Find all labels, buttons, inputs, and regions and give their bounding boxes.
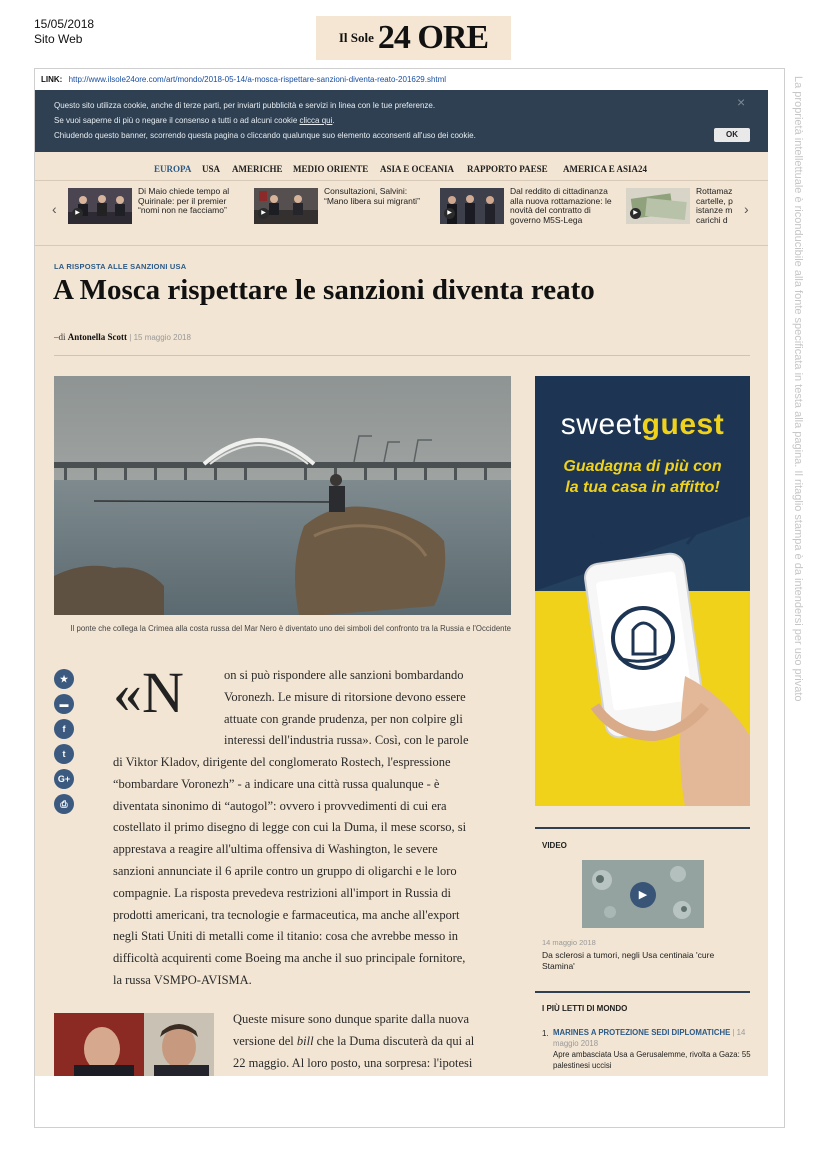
print-source: Sito Web	[34, 32, 83, 46]
text-line: attuate con grande prudenza, per non colpire gli	[224, 711, 463, 726]
nav-item-europa[interactable]: EUROPA	[154, 164, 192, 174]
most-read-date: | 14 maggio 2018	[553, 1028, 746, 1048]
cookie-line-3: Chiudendo questo banner, scorrendo questa pagina o cliccando qualunque suo elemento acconsenti all'uso dei cookie.	[54, 131, 476, 140]
video-title[interactable]: Da sclerosi a tumori, negli Usa centinaia 'cure Stamina'	[542, 950, 715, 971]
print-date: 15/05/2018	[34, 17, 95, 31]
text-line: apprestava a reagire all'ultima offensiva di Washington, le severe	[113, 842, 438, 857]
text-fragment: versione del	[233, 1033, 297, 1048]
article-paragraph-1	[113, 752, 508, 992]
google-plus-icon[interactable]: G+	[54, 769, 74, 789]
play-icon[interactable]: ▶	[630, 882, 656, 908]
logo-il-sole: Il Sole	[338, 30, 374, 45]
news-thumbnail	[254, 188, 318, 224]
carousel-title: Rottamaz cartelle, p istanze m carichi d	[696, 187, 733, 225]
carousel-title: Di Maio chiede tempo al Quirinale: per il premier “nomi non ne facciamo”	[138, 186, 230, 216]
cookie-line-2-text: Se vuoi saperne di più o negare il consenso a tutti o ad alcuni cookie	[54, 116, 300, 125]
article-title: A Mosca rispettare le sanzioni diventa reato	[53, 274, 595, 306]
cookie-ok-button[interactable]: OK	[714, 128, 750, 142]
carousel-item[interactable]	[440, 187, 620, 229]
link-label: LINK:	[41, 75, 63, 84]
logo-24-ore: 24 ORE	[377, 19, 489, 56]
text-line: difficoltà acquirenti come Boeing ma anche il suo principale fornitore,	[113, 951, 466, 966]
ad-brand-bold: guest	[641, 408, 725, 441]
most-read-item[interactable]	[553, 1027, 753, 1071]
nav-item-asia-oceania[interactable]: ASIA E OCEANIA	[380, 164, 455, 174]
carousel-item[interactable]	[68, 187, 248, 229]
section-nav	[35, 160, 768, 181]
text-line: costellato il primo disegno di legge con cui la Duma, il mese scorso, si	[113, 820, 467, 835]
text-emphasis: bill	[296, 1033, 314, 1048]
news-thumbnail	[440, 188, 504, 224]
text-line: diventata sinonimo di “autogol”: ovvero i provvedimenti di cui era	[113, 798, 447, 813]
star-icon[interactable]: ★	[54, 669, 74, 689]
crimea-bridge-photo	[54, 376, 511, 615]
ad-slogan-line-2: la tua casa in affitto!	[565, 479, 720, 496]
close-icon[interactable]: ×	[737, 94, 746, 110]
carousel-item[interactable]	[626, 187, 744, 229]
print-header	[34, 17, 94, 47]
putin-deripaska-photo	[54, 1013, 214, 1076]
text-line	[233, 1031, 513, 1053]
twitter-icon[interactable]: t	[54, 744, 74, 764]
article-paragraph-1-top	[224, 665, 504, 752]
article-date: | 15 maggio 2018	[129, 333, 191, 342]
author-name[interactable]: Antonella Scott	[67, 332, 128, 342]
comment-icon[interactable]: ▬	[54, 694, 74, 714]
text-line: Queste misure sono dunque sparite dalla nuova	[233, 1012, 470, 1026]
facebook-icon[interactable]: f	[54, 719, 74, 739]
most-read-number: 1.	[542, 1029, 549, 1038]
text-line: compagnie. La risposta prevedeva restrizioni all'import in Russia di	[113, 885, 451, 900]
clipping-frame	[34, 68, 785, 1128]
play-icon: ▶	[72, 208, 83, 219]
cookie-line-1: Questo sito utilizza cookie, anche di terze parti, per inviarti pubblicità e servizi in linea con le tue preferenze.	[54, 101, 436, 110]
ad-brand-light: sweet	[560, 408, 642, 441]
text-line: “bombardare Voronezh” - a indicare una città russa qualunque - è	[113, 776, 440, 791]
cookie-text	[54, 98, 476, 143]
ad-brand	[535, 408, 750, 442]
advertisement[interactable]	[535, 376, 750, 806]
nav-item-medio-oriente[interactable]: MEDIO ORIENTE	[293, 164, 369, 174]
byline	[54, 332, 191, 342]
divider	[54, 355, 750, 356]
source-link-row	[41, 75, 446, 84]
play-icon: ▶	[630, 208, 641, 219]
most-read-title: Apre ambasciata Usa a Gerusalemme, rivolta a Gaza: 55 palestinesi uccisi	[553, 1050, 751, 1070]
divider	[535, 827, 750, 829]
text-fragment: che la Duma discuterà da qui al	[313, 1033, 475, 1048]
video-date: 14 maggio 2018	[542, 938, 596, 947]
text-line: prodotti americani, tra tecnologie e farmaceutica, ma anche all'export	[113, 907, 460, 922]
source-link[interactable]: http://www.ilsole24ore.com/art/mondo/2018-05-14/a-mosca-rispettare-sanzioni-diventa-reato-201629.shtml	[68, 75, 447, 84]
article-paragraph-2	[233, 1009, 513, 1074]
text-line: Voronezh. Le misure di ritorsione devono essere	[224, 689, 466, 704]
inset-photo	[54, 1013, 214, 1076]
chevron-left-icon[interactable]: ‹	[52, 201, 57, 217]
article-kicker[interactable]: LA RISPOSTA ALLE SANZIONI USA	[54, 262, 187, 271]
text-line: sanzioni annunciate il 6 aprile contro un gruppo di oligarchi e le loro	[113, 863, 457, 878]
divider	[535, 991, 750, 993]
byline-prefix: –di	[54, 332, 68, 342]
chevron-right-icon[interactable]: ›	[744, 201, 749, 217]
cookie-more-info-link[interactable]: clicca qui	[299, 116, 333, 125]
news-carousel	[35, 187, 768, 246]
nav-item-americhe[interactable]: AMERICHE	[232, 164, 283, 174]
news-thumbnail	[68, 188, 132, 224]
most-read-heading: I PIÙ LETTI DI MONDO	[542, 1004, 628, 1013]
video-heading: VIDEO	[542, 841, 567, 850]
ad-slogan	[535, 456, 750, 498]
web-page	[35, 90, 768, 1076]
print-icon[interactable]: ⎙	[54, 794, 74, 814]
text-line: di Viktor Kladov, dirigente del conglomerato Rostech, l'espressione	[113, 755, 451, 769]
carousel-title: Consultazioni, Salvini: “Mano libera sui migranti”	[324, 186, 420, 206]
carousel-item[interactable]	[254, 187, 434, 229]
drop-cap: «N	[113, 660, 184, 725]
text-line: interessi dell'industria russa». Così, con le parole	[224, 733, 469, 748]
newspaper-logo	[316, 16, 511, 60]
cookie-banner	[35, 90, 768, 152]
nav-item-usa[interactable]: USA	[202, 164, 221, 174]
most-read-kicker: MARINES A PROTEZIONE SEDI DIPLOMATICHE	[553, 1028, 731, 1037]
nav-item-america-asia24[interactable]: AMERICA E ASIA24	[563, 164, 648, 174]
cookie-line-2-end: .	[332, 116, 335, 125]
play-icon: ▶	[444, 208, 455, 219]
ad-slogan-line-1: Guadagna di più con	[563, 458, 722, 475]
text-line: on si può rispondere alle sanzioni bombardando	[224, 668, 464, 682]
video-thumbnail[interactable]	[582, 860, 704, 928]
news-thumbnail	[626, 188, 690, 224]
nav-item-rapporto-paese[interactable]: RAPPORTO PAESE	[467, 164, 548, 174]
text-line: la russa VSMPO-AVISMA.	[113, 972, 252, 987]
cookie-line-2	[54, 113, 476, 128]
photo-caption: Il ponte che collega la Crimea alla costa russa del Mar Nero è diventato uno dei simboli del confronto tra la Russia e l'Occidente	[70, 624, 511, 633]
text-line: 22 maggio. Al loro posto, una sorpresa: l'ipotesi	[233, 1055, 473, 1070]
text-line: negli Stati Uniti di metalli come il titanio: cosa che avrebbe messo in	[113, 929, 459, 944]
article-photo	[54, 376, 511, 615]
carousel-title: Dal reddito di cittadinanza alla nuova rottamazione: le novità del contratto di governo M5S-Lega	[510, 186, 612, 225]
play-icon: ▶	[258, 208, 269, 219]
copyright-watermark: La proprietà intellettuale è riconducibile alla fonte specificata in testa alla pagina. Il ritaglio stampa è da intendersi per uso privato	[792, 76, 804, 702]
